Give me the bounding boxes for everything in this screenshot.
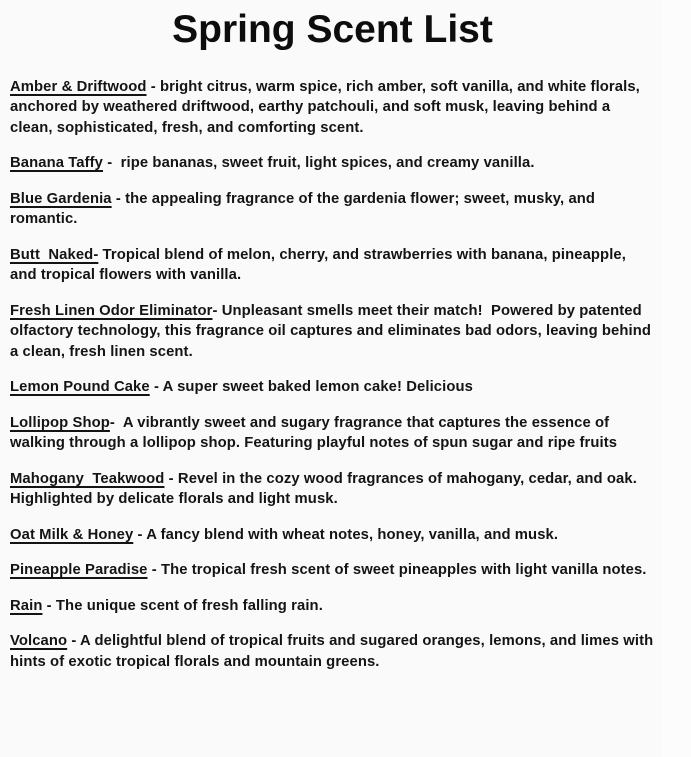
scent-description: - the appealing fragrance of the gardenia flower; sweet, musky, and romantic. — [10, 190, 600, 228]
scent-description: - The unique scent of fresh falling rain. — [42, 597, 323, 614]
scent-description: Tropical blend of melon, cherry, and strawberries with banana, pineapple, and tropical flowers with vanilla. — [10, 246, 631, 284]
scent-description: - Unpleasant smells meet their match! Powered by patented olfactory technology, this fragrance oil captures and eliminates bad odors, leaving behind a clean, fresh linen scent. — [10, 302, 656, 360]
scent-name: Mahogany Teakwood — [10, 470, 165, 487]
scent-description: - bright citrus, warm spice, rich amber, soft vanilla, and white florals, anchored by weathered driftwood, earthy patchouli, and soft musk, leaving behind a clean, sophisticated, fresh, and comforting scent. — [10, 78, 645, 136]
scent-description: - A vibrantly sweet and sugary fragrance that captures the essence of walking through a lollipop shop. Featuring playful notes of spun sugar and ripe fruits — [10, 414, 618, 452]
scent-entry — [10, 301, 655, 363]
scent-name: Butt Naked- — [10, 246, 99, 263]
scent-description: - A delightful blend of tropical fruits and sugared oranges, lemons, and limes with hints of exotic tropical florals and mountain greens. — [10, 633, 658, 670]
scent-entry — [10, 525, 655, 546]
scent-entry — [10, 560, 655, 581]
scent-name: Pineapple Paradise — [10, 562, 148, 579]
scent-entry — [10, 631, 658, 672]
scent-name: Fresh Linen Odor Eliminator — [10, 302, 213, 319]
page-title: Spring Scent List — [172, 8, 493, 51]
scent-name: Banana Taffy — [10, 155, 104, 172]
scent-name: Lemon Pound Cake — [10, 379, 150, 396]
scent-description: - A super sweet baked lemon cake! Delicious — [149, 379, 473, 396]
scent-entry — [10, 245, 655, 286]
scent-entry — [10, 377, 655, 398]
scent-entry — [10, 77, 655, 139]
scent-entry — [10, 469, 655, 510]
scent-description: - A fancy blend with wheat notes, honey, vanilla, and musk. — [133, 526, 559, 543]
scent-name: Amber & Driftwood — [10, 78, 147, 95]
scent-description: - ripe bananas, sweet fruit, light spices, and creamy vanilla. — [103, 155, 535, 172]
scent-entry — [10, 189, 655, 230]
scent-name: Lollipop Shop — [10, 414, 110, 431]
scent-entry — [10, 596, 655, 617]
scent-name: Rain — [10, 597, 43, 614]
scent-name: Volcano — [10, 633, 68, 650]
scent-entry — [10, 413, 655, 454]
scent-name: Blue Gardenia — [10, 190, 112, 207]
scent-list — [10, 77, 658, 673]
scent-description: - The tropical fresh scent of sweet pineapples with light vanilla notes. — [147, 562, 647, 579]
scent-entry — [10, 153, 655, 174]
scent-description: - Revel in the cozy wood fragrances of mahogany, cedar, and oak. Highlighted by delicate florals and light musk. — [10, 470, 642, 508]
scent-name: Oat Milk & Honey — [10, 526, 134, 543]
